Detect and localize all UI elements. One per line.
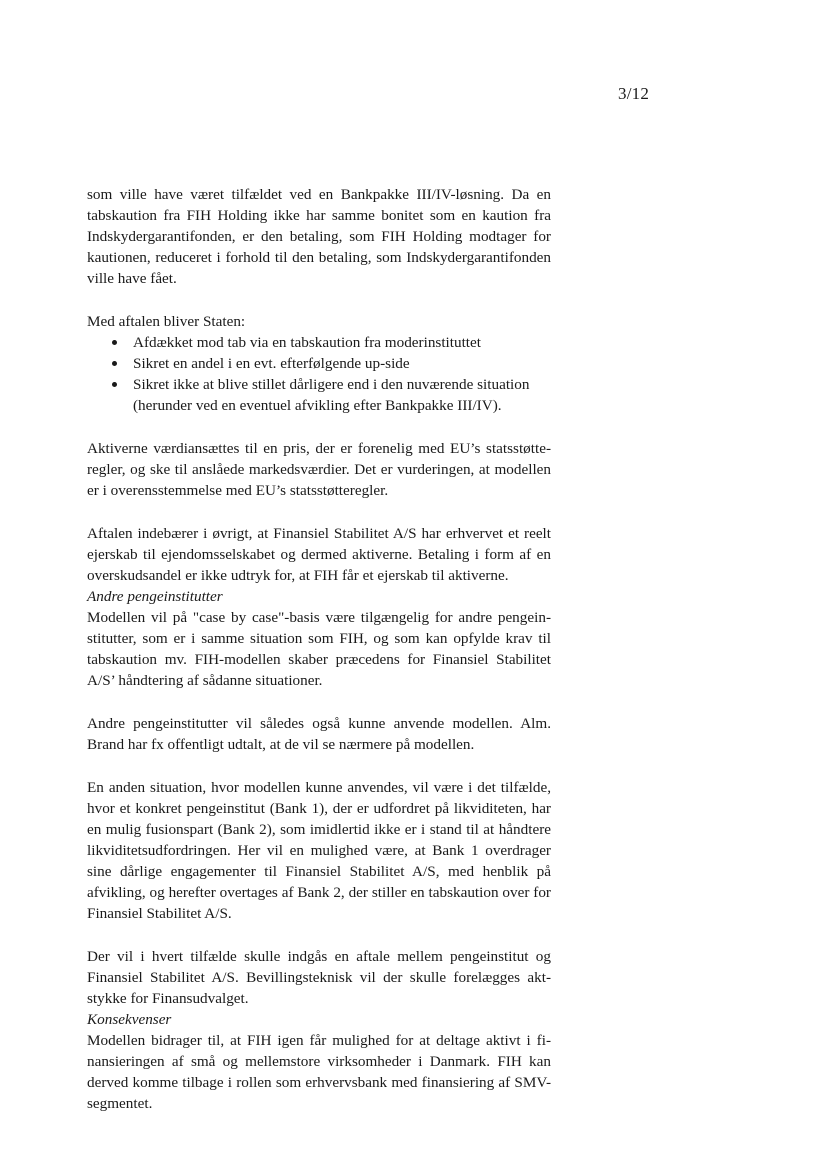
paragraph-consequences: Modellen bidrager til, at FIH igen får mulighed for at deltage aktivt i finansieringen af små og mellemstore virksomheder i Danmark. FIH kan derved komme tilbage i rollen som erhvervsbank med finansiering af SMV-segmentet. (87, 1032, 551, 1112)
paragraph-valuation: Aktiverne værdiansættes til en pris, der er forenelig med EU’s statsstøtteregler, og ske til anslåede markedsværdier. Det er vurderingen, at modellen er i overensstemmelse med EU’s statsstøtteregler. (87, 440, 551, 499)
section-heading-andre-pengeinstitutter: Andre pengeinstitutter (87, 588, 223, 605)
bullet-item: Sikret en andel i en evt. efterfølgende up-side (133, 353, 551, 374)
paragraph-alm-brand: Andre pengeinstitutter vil således også kunne anvende modellen. Alm. Brand har fx offentligt udtalt, at de vil se nærmere på modellen. (87, 715, 551, 753)
paragraph-bank-scenario: En anden situation, hvor modellen kunne anvendes, vil være i det tilfælde, hvor et konkret pengeinstitut (Bank 1), der er udfordret på likviditeten, har en mulig fusionspart (Bank 2), som imidlertid ikke er i stand til at håndtere likviditetsudfordringen. Her vil en mulighed være, at Bank 1 overdrager sine dårlige engagementer til Finansiel Stabilitet A/S, med henblik på afvikling, og herefter overtages af Bank 2, der stiller en tabskaution over for Finansiel Stabilitet A/S. (87, 779, 551, 922)
agreement-bullet-list (87, 332, 551, 416)
section-heading-konsekvenser: Konsekvenser (87, 1011, 172, 1028)
paragraph-agreement-intro: Med aftalen bliver Staten: (87, 313, 246, 330)
paragraph-bankpakke-comparison: som ville have været tilfældet ved en Bankpakke III/IV-løsning. Da en tabskaution fra FIH Holding ikke har samme bonitet som en kaution fra Indskydergarantifonden, er den betaling, som FIH Holding modtager for kautionen, reduceret i forhold til den betaling, som Indskydergarantifonden ville have fået. (87, 186, 551, 287)
paragraph-aktstykke: Der vil i hvert tilfælde skulle indgås en aftale mellem pengeinstitut og Finansiel Stabilitet A/S. Bevillingsteknisk vil der skulle forelægges aktstykke for Finansudvalget. (87, 948, 551, 1007)
document-body (87, 184, 551, 1114)
paragraph-ownership: Aftalen indebærer i øvrigt, at Finansiel Stabilitet A/S har erhvervet et reelt ejerskab til ejendomsselskabet og dermed aktiverne. Betaling i form af en overskudsandel er ikke udtryk for, at FIH får et ejerskab til aktiverne. (87, 525, 551, 584)
paragraph-case-by-case: Modellen vil på "case by case"-basis være tilgængelig for andre pengeinstitutter, som er i samme situation som FIH, og som kan opfylde krav til tabskaution mv. FIH-modellen skaber præcedens for Finansiel Stabilitet A/S’ håndtering af sådanne situationer. (87, 609, 551, 689)
bullet-item: Sikret ikke at blive stillet dårligere end i den nuværende situation (herunder ved en eventuel afvikling efter Bankpakke III/IV). (133, 374, 551, 416)
bullet-item: Afdækket mod tab via en tabskaution fra moderinstituttet (133, 332, 551, 353)
page-number: 3/12 (618, 84, 650, 103)
